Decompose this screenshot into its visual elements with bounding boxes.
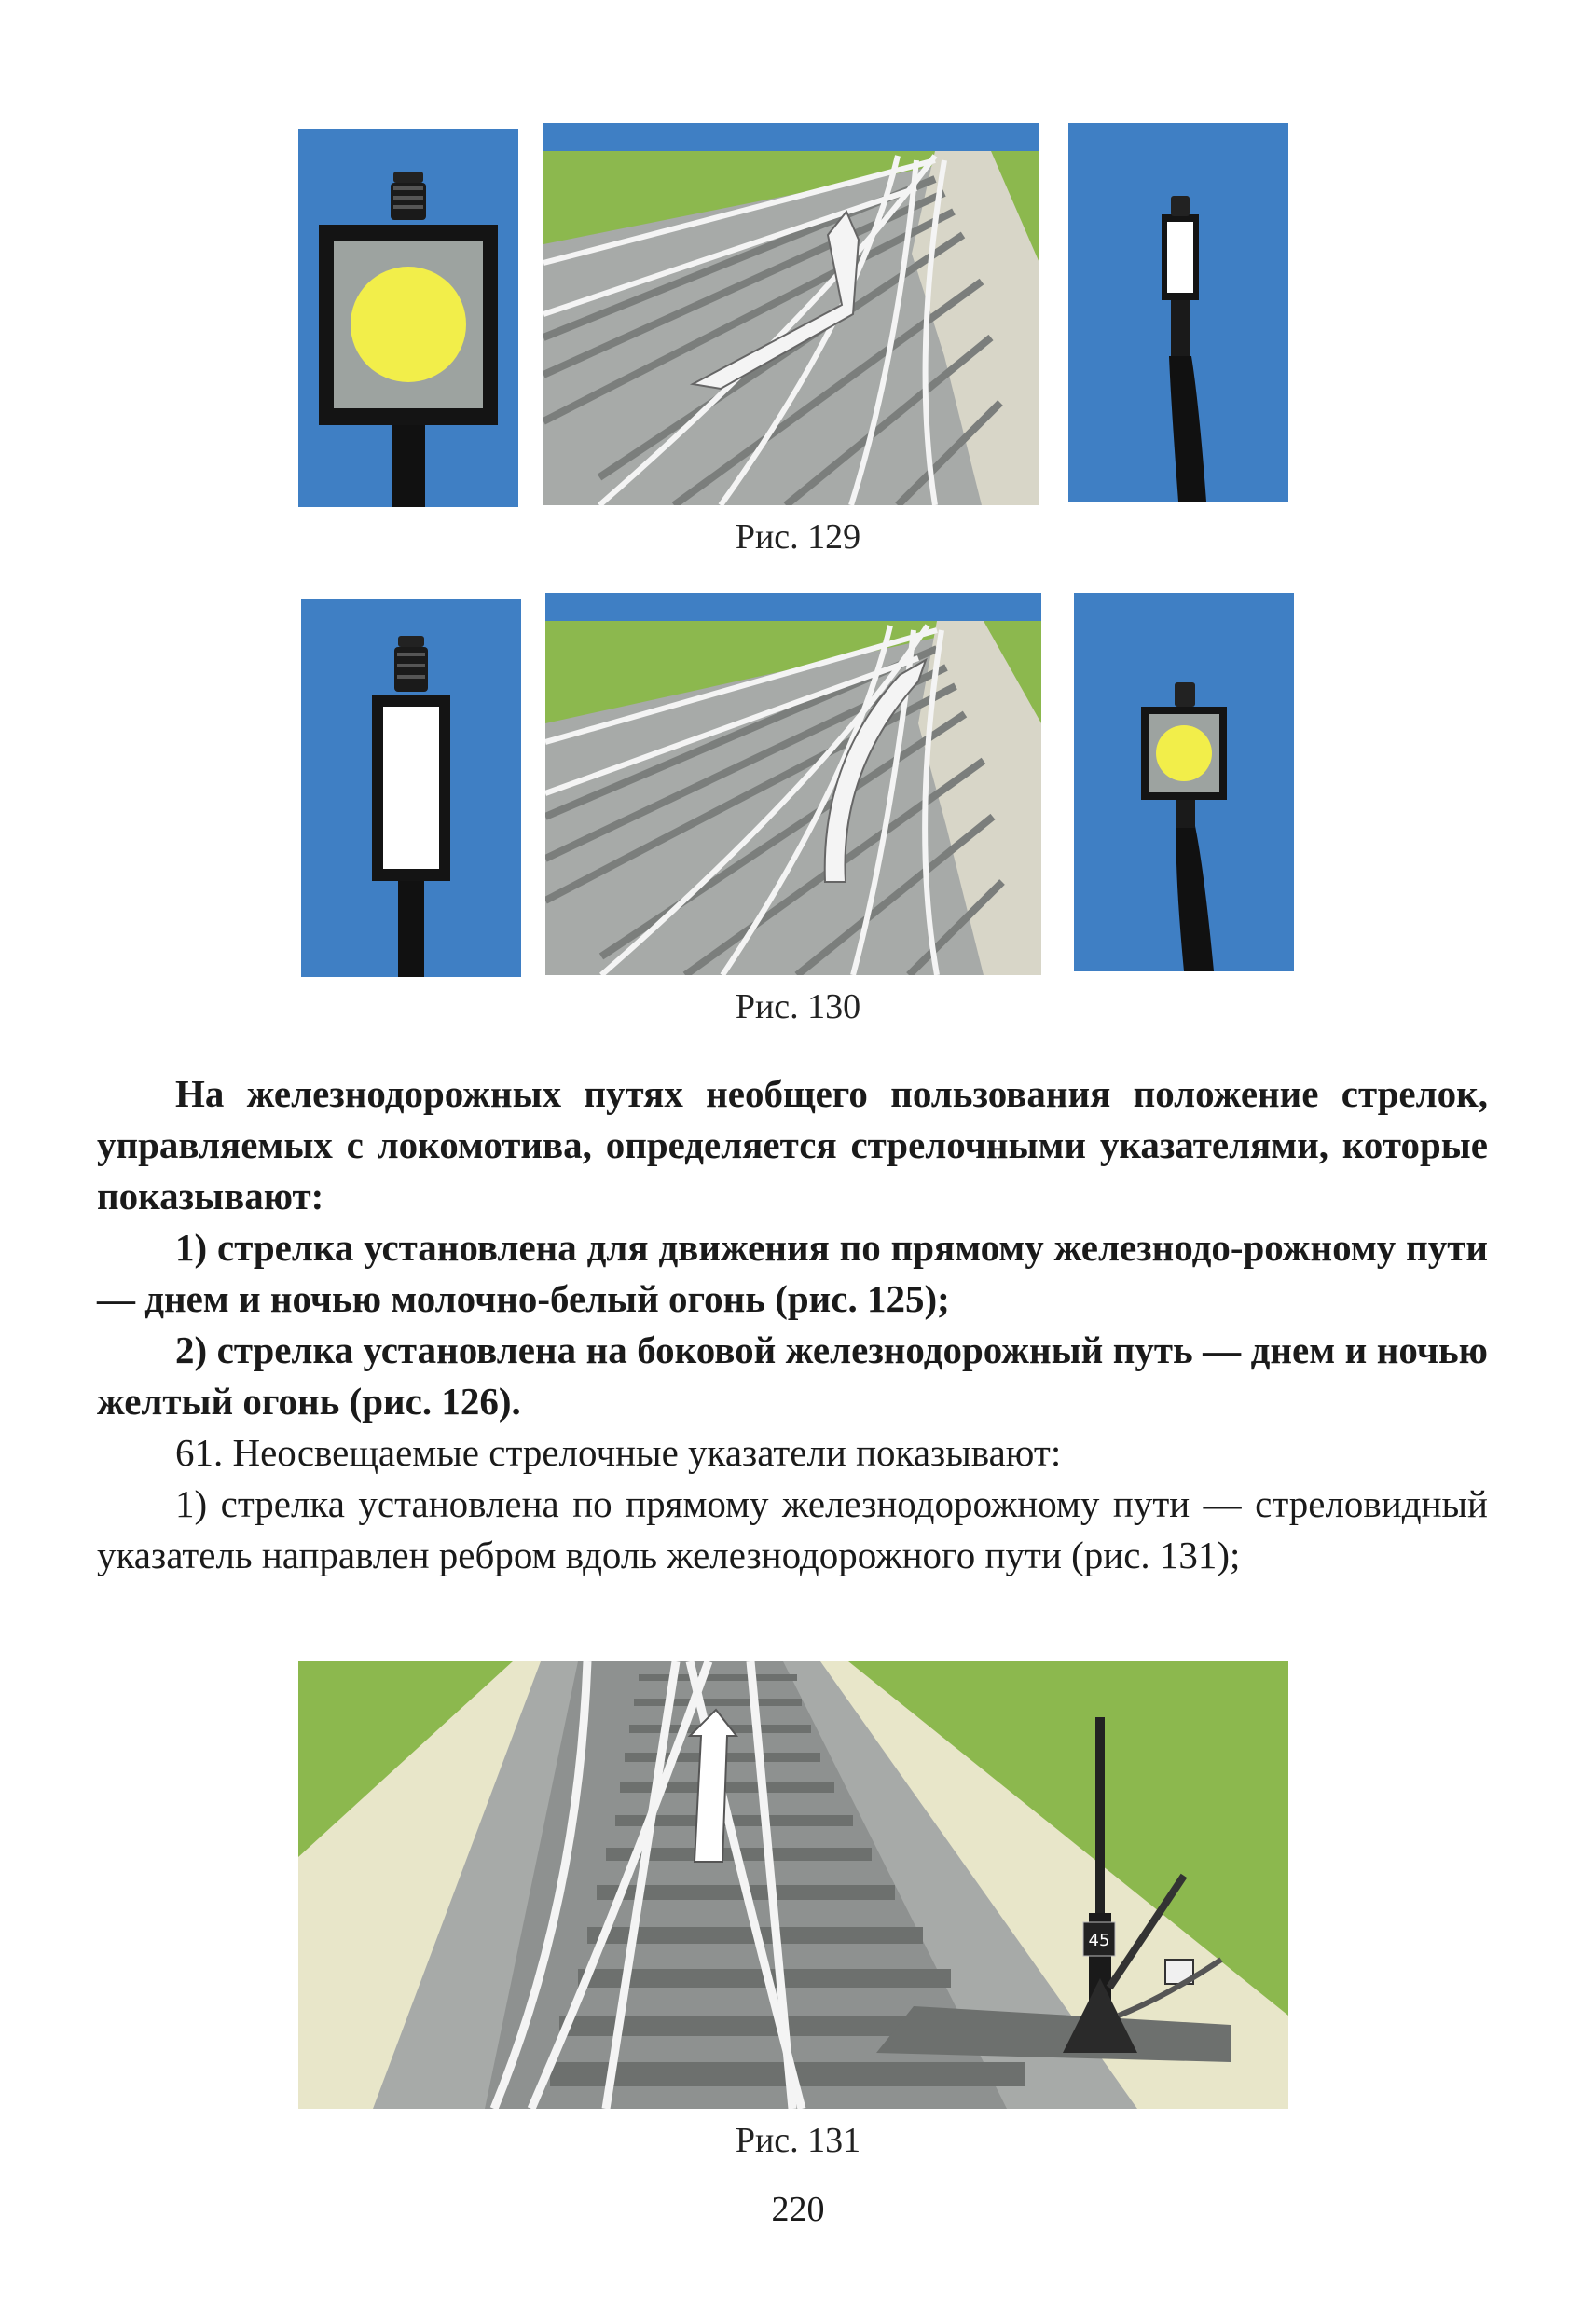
fig129-indicator-white-panel xyxy=(1068,123,1288,502)
switch-number-plate: 45 xyxy=(1088,1931,1110,1950)
paragraph: 2) стрелка установлена на боковой железнодорожный путь — днем и ночью желтый огонь (рис. 126). xyxy=(97,1328,1488,1423)
fig131-unlit-switch-indicator-scene xyxy=(298,1661,1288,2109)
paragraph: 61. Неосвещаемые стрелочные указатели показывают: xyxy=(175,1431,1062,1474)
paragraph: 1) стрелка установлена по прямому железнодорожному пути — стреловидный указатель направлен ребром вдоль железнодорожного пути (рис. 131); xyxy=(97,1482,1488,1576)
paragraph: На железнодорожных путях необщего пользования положение стрелок, управляемых с локомотива, определяется стрелочными указателями, которые показывают: xyxy=(97,1072,1488,1218)
fig130-signal-white-panel xyxy=(301,599,521,977)
figure-caption-130: Рис. 130 xyxy=(735,987,861,1026)
page-number: 220 xyxy=(771,2190,825,2229)
figure-caption-129: Рис. 129 xyxy=(735,517,861,557)
figure-caption-131: Рис. 131 xyxy=(735,2121,861,2160)
yellow-light-indicator xyxy=(298,129,518,507)
fig130-indicator-yellow-panel xyxy=(1074,593,1294,971)
fig129-signal-yellow-panel xyxy=(298,129,518,507)
body-text xyxy=(97,1068,1488,1581)
fig129-track-scene xyxy=(543,123,1039,505)
paragraph: 1) стрелка установлена для движения по прямому железнодо-рожному пути — днем и ночью молочно-белый огонь (рис. 125); xyxy=(97,1226,1488,1320)
fig130-track-scene xyxy=(545,593,1041,975)
